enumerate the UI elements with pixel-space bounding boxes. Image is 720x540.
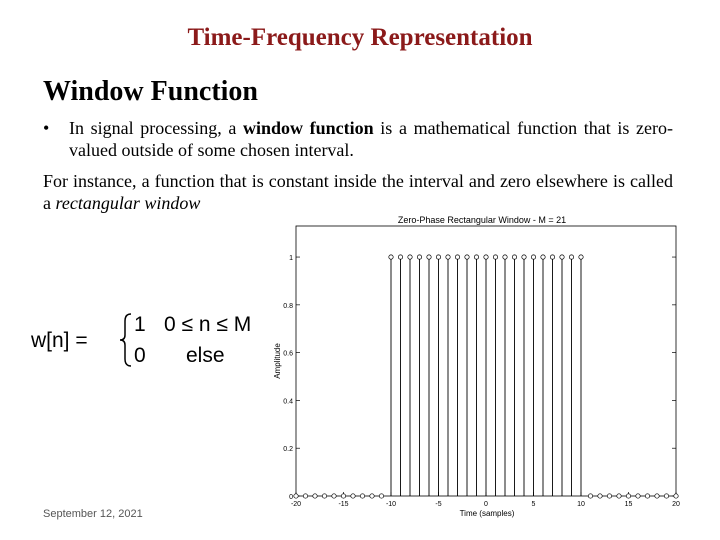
x-tick-label: -15 [338, 501, 349, 508]
x-axis-label: Time (samples) [459, 509, 515, 518]
stem-marker [503, 255, 507, 259]
stem-marker [645, 494, 649, 498]
stem-marker [294, 494, 298, 498]
stem-marker [522, 255, 526, 259]
chart-title: Zero-Phase Rectangular Window - M = 21 [397, 215, 567, 225]
stem-marker [351, 494, 355, 498]
stem-marker [474, 255, 478, 259]
bullet-text [43, 117, 673, 161]
stem-marker [446, 255, 450, 259]
bullet-marker: • [43, 118, 50, 138]
stem-marker [607, 494, 611, 498]
y-tick-label: 0.8 [283, 302, 293, 310]
stem-marker [360, 494, 364, 498]
bullet-text-suffix: is a mathematical function that is zero-valued outside of some chosen interval. [69, 118, 673, 160]
stem-marker [512, 255, 516, 259]
stem-marker [389, 255, 393, 259]
paragraph-prefix: For instance, a function that is constant inside the interval and zero elsewhere is called a [43, 171, 673, 213]
stem-marker [379, 494, 383, 498]
bullet-text-prefix: In signal processing, a [69, 118, 243, 138]
formula-case1-value: 1 [134, 313, 146, 336]
stem-marker [550, 255, 554, 259]
stem-marker [341, 494, 345, 498]
stem-marker [427, 255, 431, 259]
stem-marker [303, 494, 307, 498]
rect-window-formula [31, 310, 261, 372]
bullet-text-bold: window function [243, 118, 374, 138]
stem-marker [493, 255, 497, 259]
stem-marker [617, 494, 621, 498]
y-tick-label: 0.4 [283, 398, 293, 406]
stem-marker [541, 255, 545, 259]
y-tick-label: 0.2 [283, 446, 293, 454]
stem-marker [408, 255, 412, 259]
stem-marker [465, 255, 469, 259]
stem-marker [370, 494, 374, 498]
stem-series [294, 255, 678, 498]
stem-marker [579, 255, 583, 259]
x-tick-label: 5 [531, 501, 536, 508]
rect-window-chart [270, 208, 690, 523]
stem-marker [398, 255, 402, 259]
stem-marker [455, 255, 459, 259]
stem-marker [436, 255, 440, 259]
formula-case2-value: 0 [134, 344, 146, 367]
y-axis-label: Amplitude [273, 343, 282, 379]
stem-marker [588, 494, 592, 498]
y-tick-label: 1 [289, 255, 293, 263]
y-tick-label: 0 [289, 494, 293, 501]
x-tick-label: -20 [290, 501, 302, 508]
x-tick-label: 0 [484, 501, 488, 508]
footer-date: September 12, 2021 [43, 508, 143, 520]
x-tick-label: 20 [672, 501, 680, 508]
y-tick-label: 0.6 [283, 350, 293, 358]
x-tick-label: -5 [435, 501, 442, 508]
stem-marker [531, 255, 535, 259]
stem-marker [598, 494, 602, 498]
slide-title: Time-Frequency Representation [187, 24, 533, 51]
section-heading: Window Function [43, 76, 258, 107]
stem-marker [313, 494, 317, 498]
stem-marker [664, 494, 668, 498]
stem-marker [636, 494, 640, 498]
x-tick-label: -10 [385, 501, 397, 508]
paragraph-italic: rectangular window [55, 193, 201, 213]
stem-marker [322, 494, 326, 498]
stem-marker [569, 255, 573, 259]
stem-marker [674, 494, 678, 498]
stem-marker [417, 255, 421, 259]
y-axis-ticks [283, 255, 676, 501]
stem-marker [484, 255, 488, 259]
formula-brace [119, 313, 133, 367]
formula-case1-condition: 0 ≤ n ≤ M [164, 313, 252, 336]
formula-lhs: w[n] = [31, 329, 88, 352]
stem-marker [626, 494, 630, 498]
x-tick-label: 15 [624, 501, 633, 508]
x-axis-ticks [291, 492, 680, 508]
stem-marker [332, 494, 336, 498]
x-tick-label: 10 [577, 501, 585, 508]
stem-marker [655, 494, 659, 498]
formula-case2-condition: else [186, 344, 225, 367]
bullet-item [43, 117, 673, 161]
stem-marker [560, 255, 564, 259]
